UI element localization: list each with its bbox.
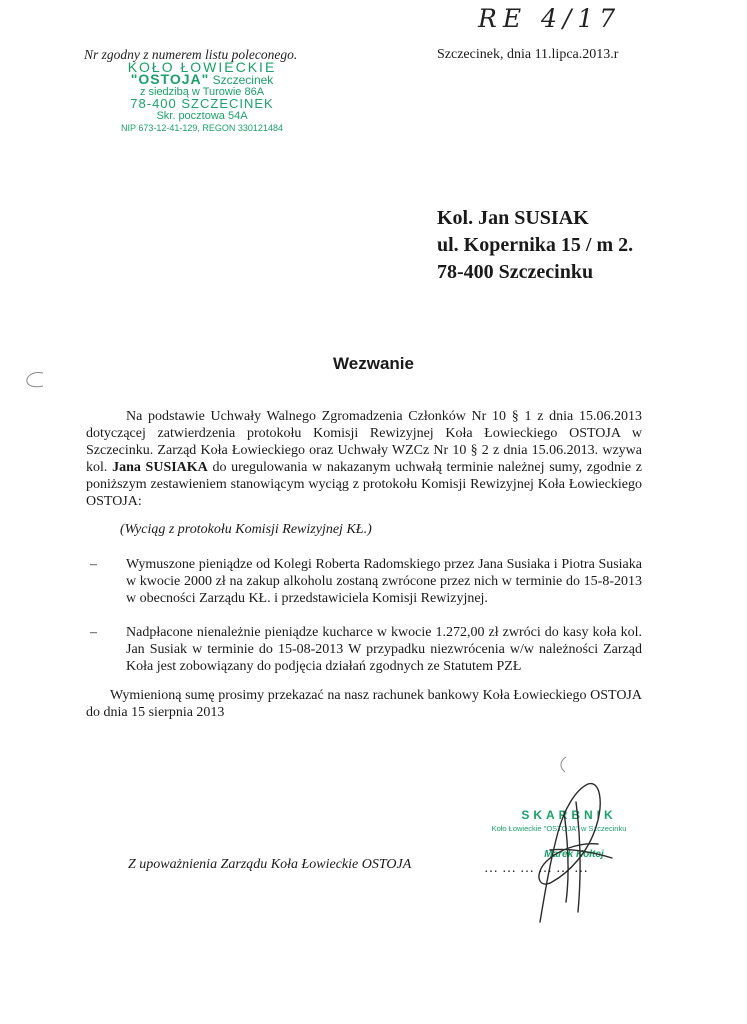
list-item-text: Wymuszone pieniądze od Kolegi Roberta Radomskiego przez Jana Susiaka i Piotra Susiaka w kwocie 2000 zł na zakup alkoholu zostaną zwrócone przez nich w terminie do 15-8-2013 w obecności Zarządu KŁ. i przedstawiciela Komisji Rewizyjnej. <box>126 557 642 606</box>
registered-letter-note: Nr zgodny z numerem listu poleconego. <box>84 47 298 62</box>
summoned-person-name: Jana SUSIAKA <box>112 460 208 475</box>
addressee-city: 78-400 Szczecinku <box>437 261 594 283</box>
document-title: Wezwanie <box>333 354 414 373</box>
list-item <box>90 556 642 607</box>
handwritten-note: RE 4/17 <box>478 4 622 33</box>
handwritten-signature <box>520 772 630 932</box>
stamp-line-4: 78-400 SZCZECINEK <box>130 96 274 111</box>
treasurer-org: Koło Łowieckie "OSTOJA" w Szczecinku <box>491 824 627 833</box>
authorization-line: Z upoważnienia Zarządu Koła Łowieckie OSTOJA <box>128 857 412 872</box>
stamp-club-name: "OSTOJA" <box>130 71 210 87</box>
stamp-line-6: NIP 673-12-41-129, REGON 330121484 <box>121 123 283 133</box>
treasurer-name: Marek Kołtej <box>544 849 604 860</box>
excerpt-heading: (Wyciąg z protokołu Komisji Rewizyjnej KŁ.) <box>120 522 372 537</box>
addressee-street: ul. Kopernika 15 / m 2. <box>437 234 634 256</box>
paragraph-summons <box>86 408 642 510</box>
addressee-block <box>437 205 633 286</box>
treasurer-role: SKARBNIK <box>521 808 617 822</box>
punch-hole-mark <box>23 370 47 390</box>
paragraph-summons-text-b: do uregulowania w nakazanym uchwałą terminie należnej sumy, zgodnie z poniższym zestawieniem stanowiącym wyciąg z protokołu Komisji Rewizyjnej Koła Łowieckiego OSTOJA: <box>86 460 643 509</box>
stamp-line-1: KOŁO ŁOWIECKIE <box>127 59 277 75</box>
addressee-name: Kol. Jan SUSIAK <box>437 207 589 229</box>
signature-dots: ……………… <box>484 861 592 876</box>
list-item <box>90 624 642 675</box>
paragraph-payment: Wymienioną sumę prosimy przekazać na nasz rachunek bankowy Koła Łowieckiego OSTOJA do dnia 15 sierpnia 2013 <box>86 688 642 720</box>
letter-date: Szczecinek, dnia 11.lipca.2013.r <box>437 47 619 62</box>
stamp-line-5: Skr. pocztowa 54A <box>156 110 248 122</box>
list-dash: – <box>90 557 97 572</box>
club-stamp <box>96 61 308 134</box>
pen-mark <box>556 755 570 775</box>
list-dash: – <box>90 625 97 640</box>
stamp-city: Szczecinek <box>209 73 274 87</box>
stamp-line-3: z siedzibą w Turowie 86A <box>139 86 265 98</box>
paragraph-summons-text-a: Na podstawie Uchwały Walnego Zgromadzenia Członków Nr 10 § 1 z dnia 15.06.2013 dotyczącej zatwierdzenia protokołu Komisji Rewizyjnej Koła Łowieckiego OSTOJA w Szczecinku. Zarząd Koła Łowieckiego oraz Uchwały WZCz Nr 10 § 2 z dnia 15.06.2013. wzywa kol. <box>86 409 642 475</box>
list-item-text: Nadpłacone nienależnie pieniądze kucharce w kwocie 1.272,00 zł zwróci do kasy koła kol. Jan Susiak w terminie do 15-08-2013 W przypadku niezwrócenia w/w należności Zarząd Koła jest zobowiązany do podjęcia działań zgodnych ze Statutem PZŁ <box>126 625 642 674</box>
